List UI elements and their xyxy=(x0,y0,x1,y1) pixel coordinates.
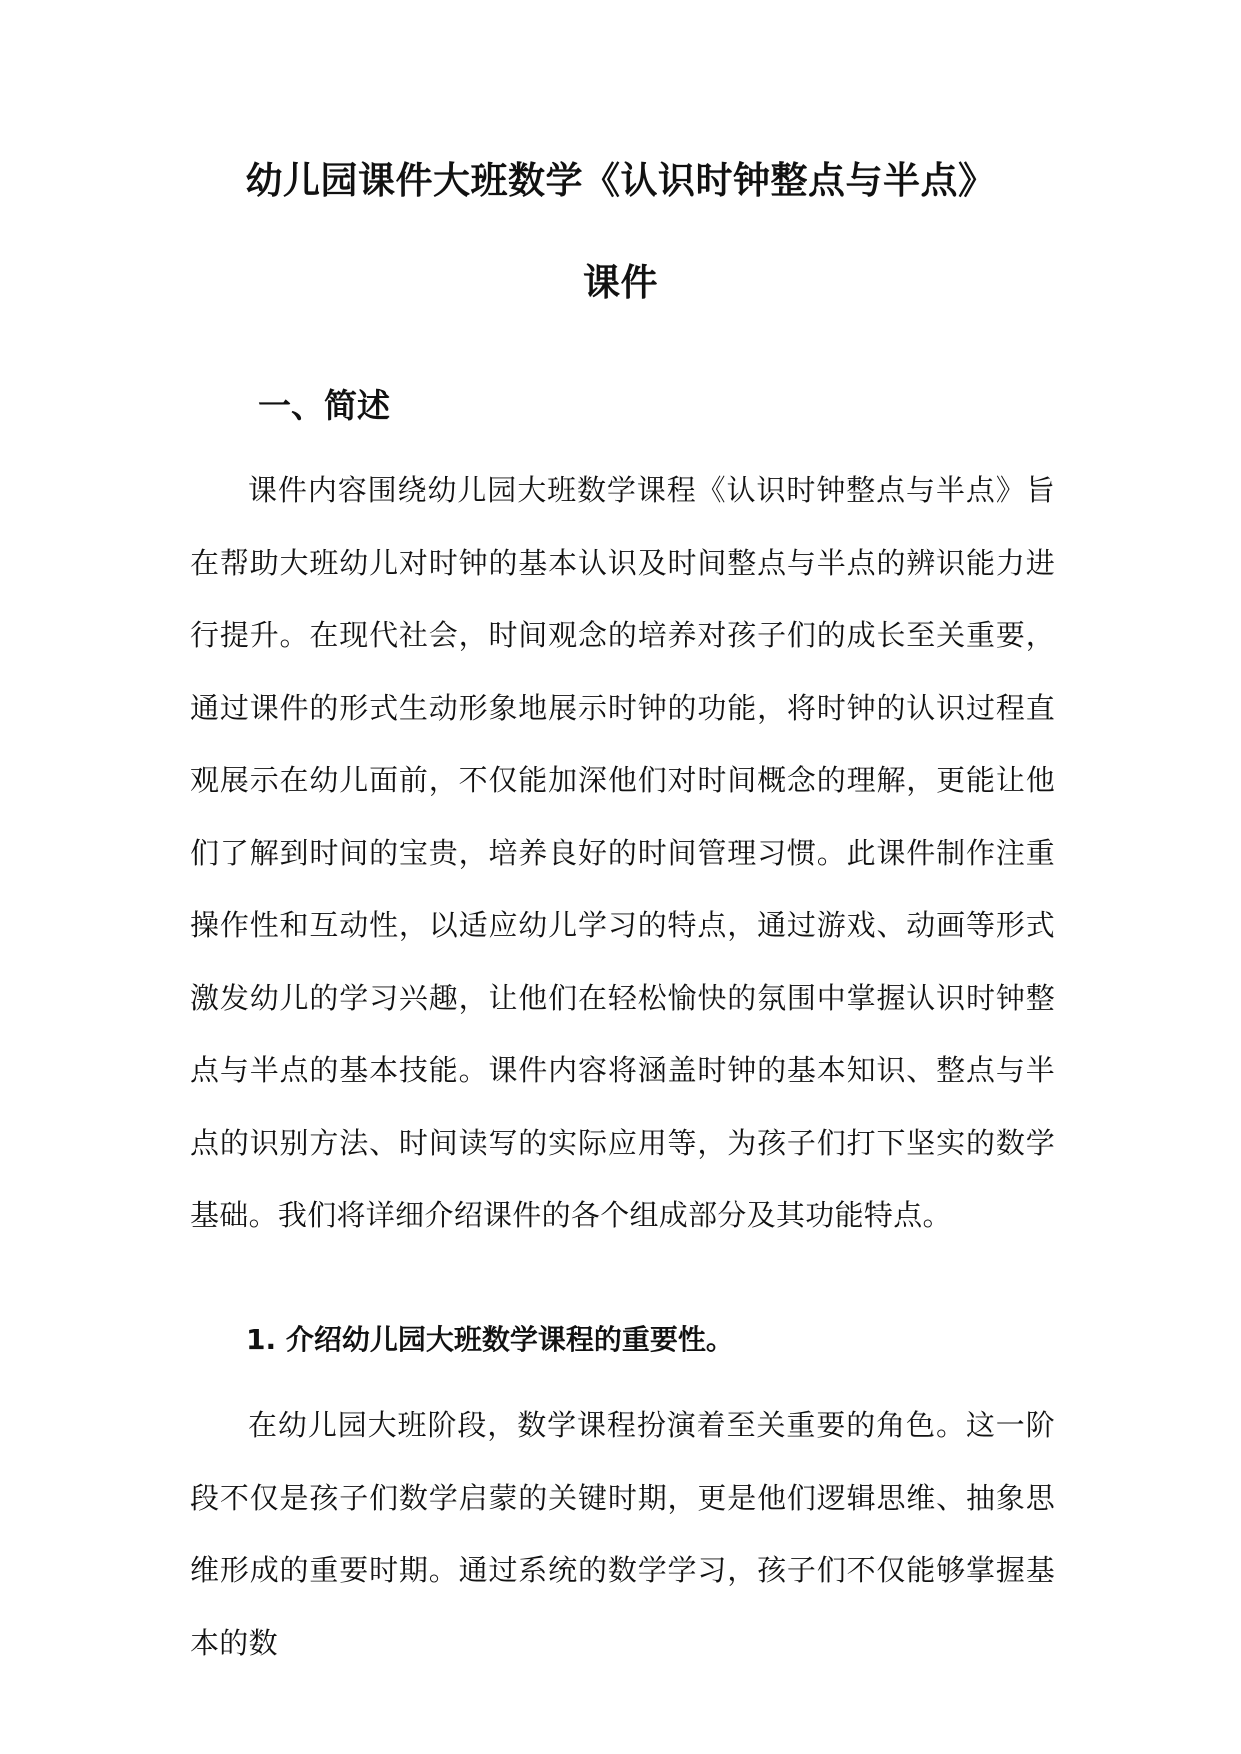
document-title-line-1: 幼儿园课件大班数学《认识时钟整点与半点》 xyxy=(245,159,996,202)
subsection-heading: 1. 介绍幼儿园大班数学课程的重要性。 xyxy=(246,1323,734,1356)
document-title-line-2: 课件 xyxy=(583,261,658,304)
section-heading: 一、简述 xyxy=(258,386,390,425)
section-paragraph: 课件内容围绕幼儿园大班数学课程《认识时钟整点与半点》旨在帮助大班幼儿对时钟的基本认识及时间整点与半点的辨识能力进行提升。在现代社会，时间观念的培养对孩子们的成长至关重要，通过课件的形式生动形象地展示时钟的功能，将时钟的认识过程直观展示在幼儿面前，不仅能加深他们对时间概念的理解，更能让他们了解到时间的宝贵，培养良好的时间管理习惯。此课件制作注重操作性和互动性，以适应幼儿学习的特点，通过游戏、动画等形式激发幼儿的学习兴趣，让他们在轻松愉快的氛围中掌握认识时钟整点与半点的基本技能。课件内容将涵盖时钟的基本知识、整点与半点的识别方法、时间读写的实际应用等，为孩子们打下坚实的数学基础。我们将详细介绍课件的各个组成部分及其功能特点。 xyxy=(190,473,1055,1232)
subsection-paragraph: 在幼儿园大班阶段，数学课程扮演着至关重要的角色。这一阶段不仅是孩子们数学启蒙的关键时期，更是他们逻辑思维、抽象思维形成的重要时期。通过系统的数学学习，孩子们不仅能够掌握基本的数 xyxy=(190,1408,1055,1660)
